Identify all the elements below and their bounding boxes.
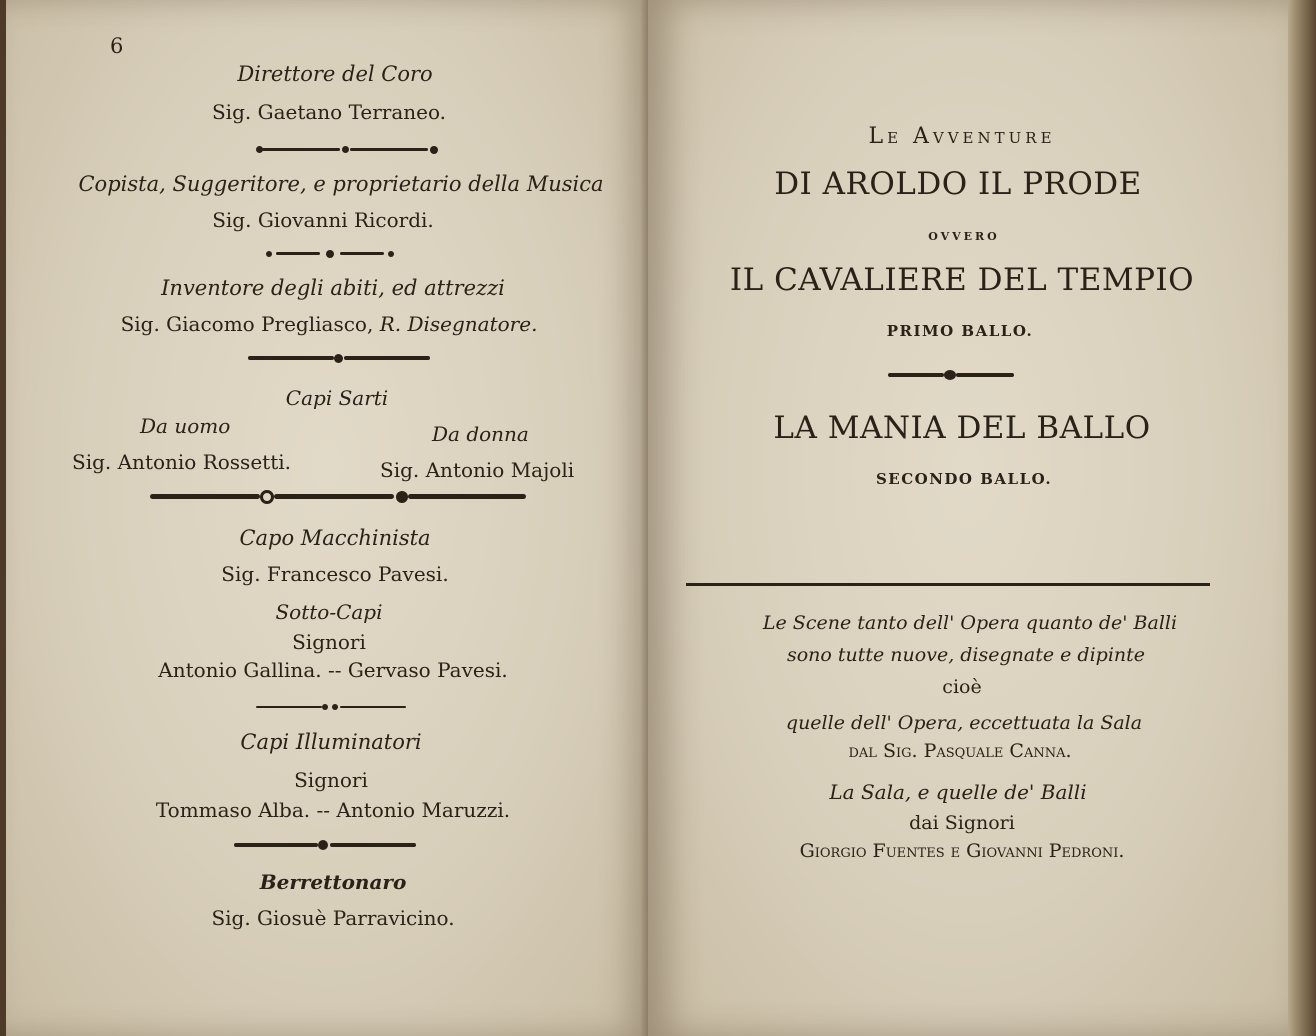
divider-line	[686, 583, 1210, 586]
title-line-4: LA MANIA DEL BALLO	[773, 410, 1151, 446]
sottocapi-title: Sotto-Capi	[275, 600, 383, 624]
note-line-6: La Sala, e quelle de' Balli	[829, 780, 1087, 804]
note-line-1: Le Scene tanto dell' Opera quanto de' Balli	[762, 612, 1178, 634]
coro-title: Direttore del Coro	[237, 62, 433, 86]
sarti-uomo-name: Sig. Antonio Rossetti.	[72, 450, 291, 474]
inventore-name	[8, 312, 648, 336]
note-line-7: dai Signori	[909, 812, 1015, 834]
macchinista-title: Capo Macchinista	[239, 526, 431, 550]
ornament-rule-5	[256, 704, 406, 710]
copista-title: Copista, Suggeritore, e proprietario della Musica	[78, 172, 604, 196]
berrettonaro-name: Sig. Giosuè Parravicino.	[211, 906, 455, 930]
secondo-ballo: SECONDO BALLO.	[875, 470, 1053, 488]
note-line-5: dal Sig. Pasquale Canna.	[848, 740, 1072, 762]
sottocapi-names: Antonio Gallina. -- Gervaso Pavesi.	[158, 658, 508, 682]
inventore-name-roman: Sig. Giacomo Pregliasco,	[120, 312, 380, 336]
illuminatori-signori: Signori	[294, 768, 368, 792]
berrettonaro-title: Berrettonaro	[259, 870, 407, 894]
left-page	[6, 0, 648, 1036]
macchinista-name: Sig. Francesco Pavesi.	[221, 562, 449, 586]
title-line-1: Le Avventure	[868, 124, 1056, 149]
coro-name: Sig. Gaetano Terraneo.	[211, 100, 447, 124]
copista-name: Sig. Giovanni Ricordi.	[212, 208, 434, 232]
note-line-4: quelle dell' Opera, eccettuata la Sala	[785, 712, 1143, 734]
inventore-name-italic: R. Disegnatore.	[379, 312, 538, 336]
sottocapi-signori: Signori	[292, 630, 366, 654]
sarti-donna-label: Da donna	[432, 422, 529, 446]
sarti-uomo-label: Da uomo	[140, 414, 231, 438]
title-ovvero: OVVERO	[928, 230, 1000, 243]
primo-ballo: PRIMO BALLO.	[886, 322, 1034, 340]
ornament-rule-6	[234, 840, 418, 850]
note-line-3: cioè	[942, 676, 982, 698]
page-number: 6	[110, 34, 124, 58]
title-line-2: DI AROLDO IL PRODE	[774, 166, 1142, 202]
ornament-rule-4	[150, 490, 528, 504]
title-line-3: IL CAVALIERE DEL TEMPIO	[729, 262, 1195, 298]
inventore-title: Inventore degli abiti, ed attrezzi	[161, 276, 505, 300]
illuminatori-names: Tommaso Alba. -- Antonio Maruzzi.	[155, 798, 511, 822]
ornament-rule-2	[266, 250, 396, 258]
illuminatori-title: Capi Illuminatori	[240, 730, 422, 754]
ornament-rule-3	[248, 354, 432, 362]
right-page	[648, 0, 1288, 1036]
ornament-rule-1	[256, 146, 440, 154]
ornament-rule-7	[888, 370, 1014, 380]
note-line-2: sono tutte nuove, disegnate e dipinte	[786, 644, 1146, 666]
sarti-donna-name: Sig. Antonio Majoli	[380, 458, 575, 482]
book-edge-right	[1288, 0, 1316, 1036]
sarti-title: Capi Sarti	[285, 386, 389, 410]
note-line-8: Giorgio Fuentes e Giovanni Pedroni.	[799, 840, 1125, 862]
